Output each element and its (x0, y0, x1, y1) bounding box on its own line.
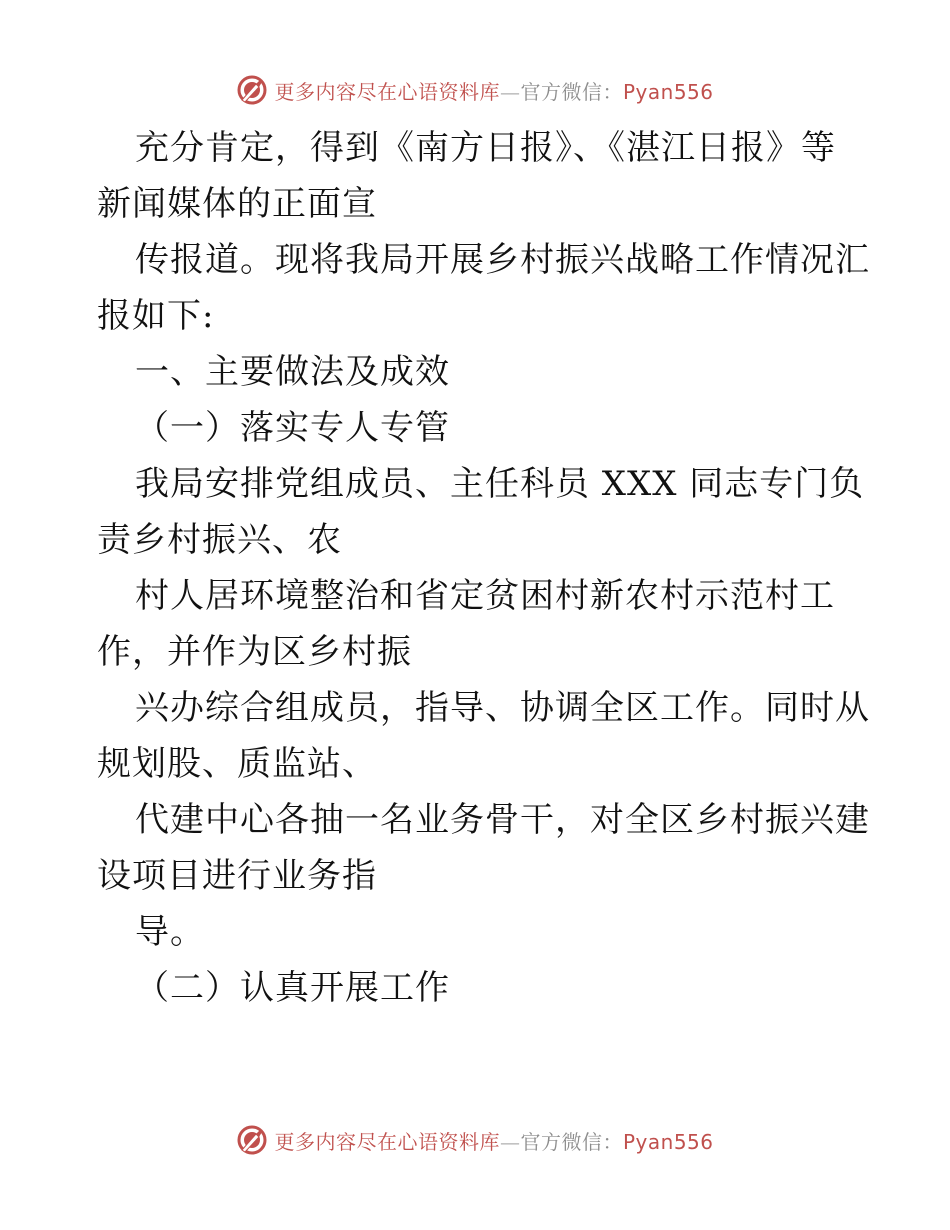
header-watermark (0, 70, 950, 110)
text-line: 责乡村振兴、农 (97, 520, 342, 560)
text-line: 规划股、质监站、 (97, 744, 377, 784)
text-line: 新闻媒体的正面宣 (97, 184, 377, 224)
pen-logo-icon (236, 1124, 268, 1156)
text-line: 报如下: (97, 296, 215, 336)
text-line: 作，并作为区乡村振 (97, 632, 412, 672)
text-line: 充分肯定，得到《南方日报》、《湛江日报》等 (135, 128, 836, 168)
watermark-text: 更多内容尽在心语资料库—官方微信：Pyan556 (274, 1129, 714, 1154)
text-line: 一、主要做法及成效 (135, 352, 450, 392)
footer-watermark (0, 1120, 950, 1160)
text-line: （二）认真开展工作 (135, 968, 450, 1008)
document-body (97, 120, 870, 1016)
text-line: 设项目进行业务指 (97, 856, 377, 896)
text-line: （一）落实专人专管 (135, 408, 450, 448)
text-line: 我局安排党组成员、主任科员 XXX 同志专门负 (135, 464, 865, 504)
text-line: 导。 (135, 912, 205, 952)
text-line: 代建中心各抽一名业务骨干，对全区乡村振兴建 (135, 800, 870, 840)
text-line: 村人居环境整治和省定贫困村新农村示范村工 (135, 576, 835, 616)
watermark-text: 更多内容尽在心语资料库—官方微信：Pyan556 (274, 79, 714, 104)
text-line: 兴办综合组成员，指导、协调全区工作。同时从 (135, 688, 870, 728)
pen-logo-icon (236, 74, 268, 106)
text-line: 传报道。现将我局开展乡村振兴战略工作情况汇 (135, 240, 870, 280)
